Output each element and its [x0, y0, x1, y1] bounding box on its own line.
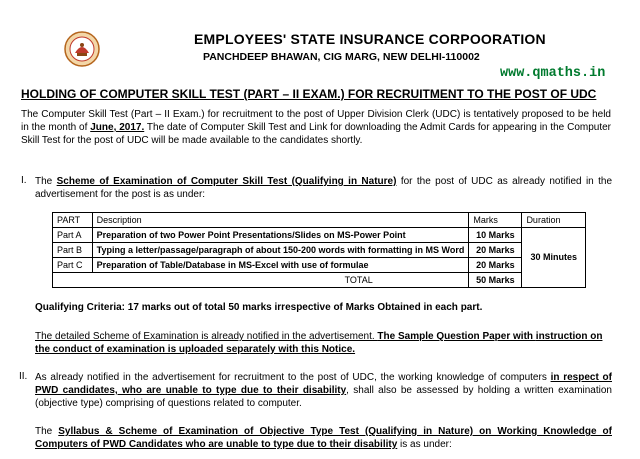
esic-logo [64, 31, 100, 67]
table-row [53, 228, 586, 243]
header-description: Description [92, 213, 469, 228]
total-marks: 50 Marks [469, 273, 522, 288]
row-marks: 20 Marks [469, 243, 522, 258]
header-duration: Duration [522, 213, 586, 228]
row-marks: 10 Marks [469, 228, 522, 243]
duration-cell: 30 Minutes [522, 228, 586, 288]
row-description: Typing a letter/passage/paragraph of about 150-200 words with formatting in MS Word [92, 243, 469, 258]
intro-paragraph: The Computer Skill Test (Part – II Exam.) for recruitment to the post of Upper Division Clerk (UDC) is tentatively proposed to be held in the month of June, 2017. The date of Computer Skill Test and Link for downloading the Admit Cards for appearing in the Computer Skill Test for the post of UDC will be made available to the candidates shortly. [21, 109, 612, 146]
header-marks: Marks [469, 213, 522, 228]
header-part: PART [53, 213, 93, 228]
row-marks: 20 Marks [469, 258, 522, 273]
row-part: Part B [53, 243, 93, 258]
notice-heading: HOLDING OF COMPUTER SKILL TEST (PART – II EXAM.) FOR RECRUITMENT TO THE POST OF UDC [21, 87, 597, 101]
row-part: Part C [53, 258, 93, 273]
organization-name: EMPLOYEES' STATE INSURANCE CORPOORATION [194, 31, 546, 47]
site-watermark: www.qmaths.in [500, 66, 606, 81]
scheme-notice: The detailed Scheme of Examination is already notified in the advertisement. The Sample Question Paper with instruction on the conduct of examination is uploaded separately with this Notice. [35, 331, 603, 355]
table-row [53, 243, 586, 258]
table-header-row [53, 213, 586, 228]
row-part: Part A [53, 228, 93, 243]
qualifying-criteria: Qualifying Criteria: 17 marks out of total 50 marks irrespective of Marks Obtained in each part. [35, 302, 483, 313]
total-label: TOTAL [53, 273, 469, 288]
row-description: Preparation of two Power Point Presentations/Slides on MS-Power Point [92, 228, 469, 243]
section-3-text: The Syllabus & Scheme of Examination of Objective Type Test (Qualifying in Nature) on Working Knowledge of Computers of PWD Candidates who are unable to type due to their disability is as under: [35, 426, 612, 450]
row-description: Preparation of Table/Database in MS-Excel with use of formulae [92, 258, 469, 273]
exam-scheme-table [52, 212, 586, 288]
section-number-1: I. [21, 175, 27, 186]
section-1-text: The Scheme of Examination of Computer Skill Test (Qualifying in Nature) for the post of UDC as already notified in the advertisement for the post is as under: [35, 176, 613, 200]
section-number-2: II. [19, 371, 28, 382]
organization-address: PANCHDEEP BHAWAN, CIG MARG, NEW DELHI-110002 [203, 51, 480, 63]
table-row [53, 258, 586, 273]
section-2-text: As already notified in the advertisement for recruitment to the post of UDC, the working knowledge of computers in respect of PWD candidates, who are unable to type due to their disability, shall also be assessed by holding a written examination (objective type) comprising of questions related to computer. [35, 372, 612, 409]
table-total-row [53, 273, 586, 288]
